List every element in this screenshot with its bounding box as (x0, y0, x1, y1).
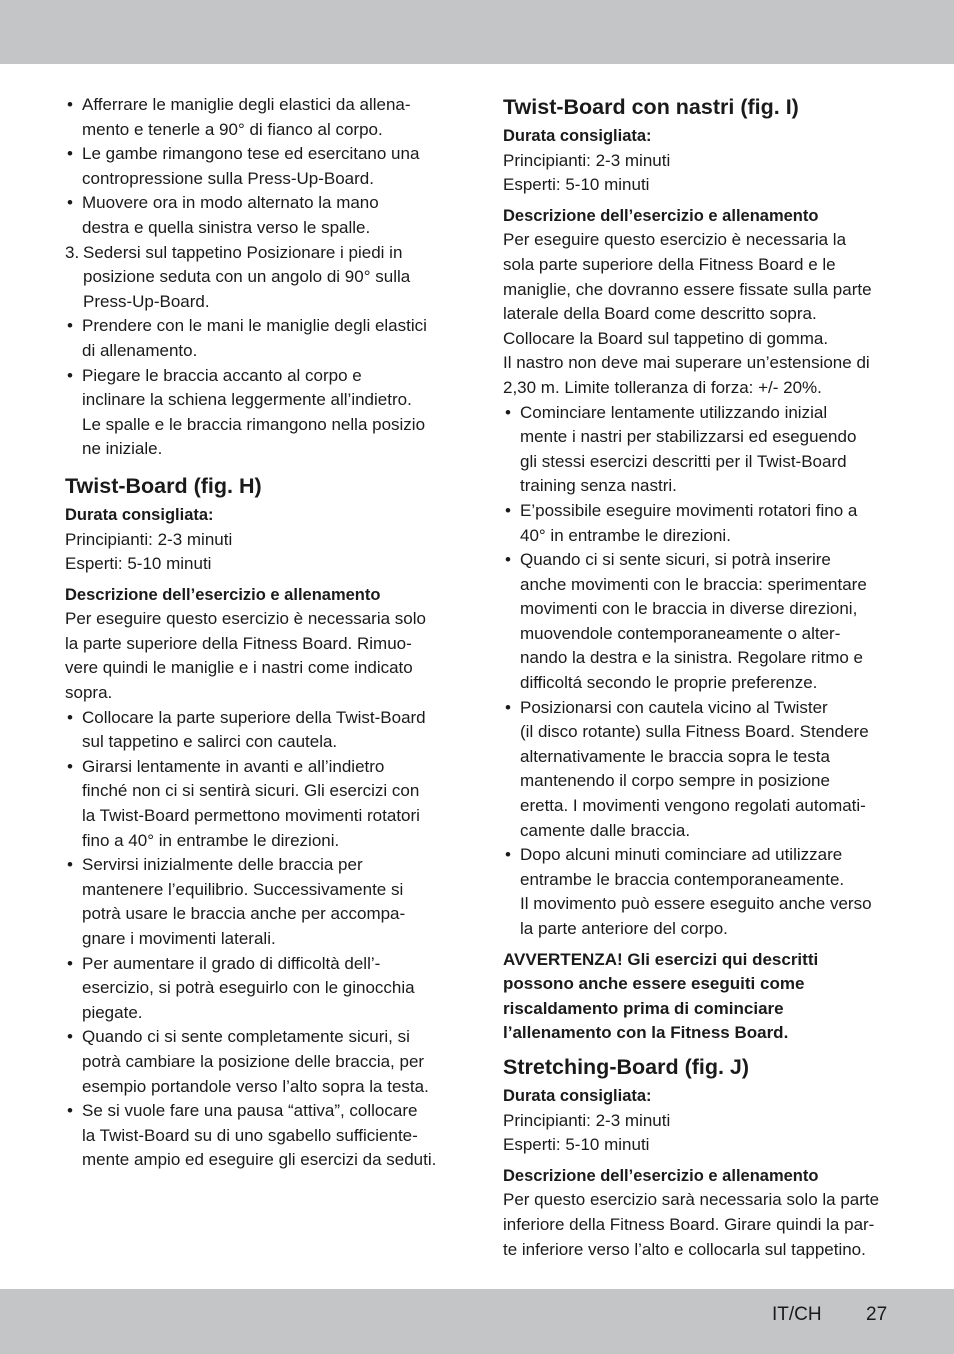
text-line: entrambe le braccia contemporaneamente. (520, 869, 845, 889)
text-line: gli stessi esercizi descritti per il Twist-Board (520, 451, 847, 471)
text-line: Per questo esercizio sarà necessaria solo la parte (503, 1190, 880, 1210)
step-3 (65, 241, 455, 315)
text-line: nando la destra e la sinistra. Regolare ritmo e (520, 648, 864, 668)
text-line: Quando ci si sente completamente sicuri, si (82, 1027, 410, 1047)
step-number: 3. (65, 242, 80, 262)
experts-duration: Esperti: 5-10 minuti (503, 1135, 650, 1155)
text-line: potrà usare le braccia anche per accompa- (82, 904, 406, 924)
text-line: 40° in entrambe le direzioni. (520, 525, 731, 545)
list-item: • Quando ci si sente completamente sicuri, si potrà cambiare la posizione delle braccia, per esempio portandole verso l’alto sopra la testa. (65, 1025, 455, 1099)
list-item: • Cominciare lentamente utilizzando inizial mente i nastri per stabilizzarsi ed eseguendo gli stessi esercizi descritti per il Twist-Board training senza nastri. (503, 401, 895, 499)
text-line: movimenti con le braccia in diverse direzioni, (520, 599, 858, 619)
text-line: mento e tenerle a 90° di fianco al corpo. (82, 119, 383, 139)
text-line: E’possibile eseguire movimenti rotatori fino a (520, 500, 858, 520)
list-item: • Piegare le braccia accanto al corpo e inclinare la schiena leggermente all’indietro. Le spalle e le braccia rimangono nella posizio ne iniziale. (65, 364, 455, 462)
text-line: fino a 40° in entrambe le direzioni. (82, 830, 340, 850)
list-item: • Quando ci si sente sicuri, si potrà inserire anche movimenti con le braccia: sperimentare movimenti con le braccia in diverse direzioni, muovendole contemporaneamente o alter- nando la destra e la sinistra. Regolare ritmo e difficoltá secondo le proprie preferenze. (503, 548, 895, 696)
text-line: Piegare le braccia accanto al corpo e (82, 365, 362, 385)
section-title-twist-board: Twist-Board (fig. H) (65, 473, 262, 498)
beginners-duration: Principianti: 2-3 minuti (503, 1110, 671, 1130)
text-line: ne iniziale. (82, 439, 163, 459)
list-item: • Servirsi inizialmente delle braccia per mantenere l’equilibrio. Successivamente si potrà usare le braccia anche per accompa- gnare i movimenti laterali. (65, 853, 455, 951)
duration-label: Durata consigliata: (65, 505, 214, 524)
text-line: riscaldamento prima di cominciare (503, 998, 784, 1018)
beginners-duration: Principianti: 2-3 minuti (65, 529, 233, 549)
text-line: Collocare la Board sul tappetino di gomma. (503, 328, 829, 348)
list-item: • Dopo alcuni minuti cominciare ad utilizzare entrambe le braccia contemporaneamente. Il movimento può essere eseguito anche verso la parte anteriore del corpo. (503, 843, 895, 941)
text-line: camente dalle braccia. (520, 820, 691, 840)
description-label: Descrizione dell’esercizio e allenamento (503, 206, 819, 225)
list-item: • Girarsi lentamente in avanti e all’indietro finché non ci si sentirà sicuri. Gli esercizi con la Twist-Board permettono movimenti rotatori fino a 40° in entrambe le direzioni. (65, 755, 455, 853)
text-line: contropressione sulla Press-Up-Board. (82, 168, 374, 188)
text-line: mantenere l’equilibrio. Successivamente si (82, 879, 404, 899)
text-line: (il disco rotante) sulla Fitness Board. Stendere (520, 722, 869, 742)
text-line: muovendole contemporaneamente o alter- (520, 623, 841, 643)
description-text (65, 607, 455, 705)
text-line: AVVERTENZA! Gli esercizi qui descritti (503, 949, 819, 969)
text-line: Le gambe rimangono tese ed esercitano una (82, 144, 420, 164)
text-line: inferiore della Fitness Board. Girare quindi la par- (503, 1214, 875, 1234)
text-line: Collocare la parte superiore della Twist-Board (82, 707, 426, 727)
text-line: anche movimenti con le braccia: sperimentare (520, 574, 867, 594)
right-column (503, 93, 895, 1262)
text-line: Girarsi lentamente in avanti e all’indietro (82, 756, 385, 776)
text-line: te inferiore verso l’alto e collocarla sul tappetino. (503, 1239, 866, 1259)
text-line: posizione seduta con un angolo di 90° sulla (83, 267, 411, 287)
text-line: finché non ci si sentirà sicuri. Gli esercizi con (82, 781, 420, 801)
text-line: la parte superiore della Fitness Board. Rimuo- (65, 633, 412, 653)
section-title-twist-board-ribbons: Twist-Board con nastri (fig. I) (503, 95, 799, 119)
text-line: laterale della Board come descritto sopra. (503, 304, 817, 324)
text-line: Sedersi sul tappetino Posizionare i piedi in (83, 242, 403, 262)
text-line: sopra. (65, 683, 113, 703)
warning-note (503, 948, 895, 1046)
list-item: • Posizionarsi con cautela vicino al Twister (il disco rotante) sulla Fitness Board. Stendere alternativamente le braccia sopra le testa mantenendo il corpo sempre in posizione eretta. I movimenti vengono regolati automati- camente dalle braccia. (503, 696, 895, 844)
text-line: sul tappetino e salirci con cautela. (82, 732, 338, 752)
text-line: gnare i movimenti laterali. (82, 929, 276, 948)
footer-language-code: IT/CH (772, 1304, 822, 1325)
text-line: Press-Up-Board. (83, 291, 210, 311)
list-item: • E’possibile eseguire movimenti rotatori fino a 40° in entrambe le direzioni. (503, 499, 895, 548)
list-item: • Afferrare le maniglie degli elastici da allena- mento e tenerle a 90° di fianco al corpo. (65, 93, 455, 142)
step3-bullet-list (65, 314, 455, 462)
experts-duration: Esperti: 5-10 minuti (503, 175, 650, 195)
text-line: 2,30 m. Limite tolleranza di forza: +/- 20%. (503, 377, 822, 397)
text-line: Il movimento può essere eseguito anche verso (520, 894, 872, 914)
text-line: training senza nastri. (520, 476, 677, 496)
description-text (503, 228, 895, 400)
text-line: Il nastro non deve mai superare un’estensione di (503, 353, 870, 373)
text-line: Quando ci si sente sicuri, si potrà inserire (520, 550, 831, 570)
description-label: Descrizione dell’esercizio e allenamento (503, 1166, 819, 1185)
text-line: potrà cambiare la posizione delle braccia, per (82, 1051, 425, 1071)
text-line: esercizio, si potrà eseguirlo con le ginocchia (82, 978, 415, 998)
description-label: Descrizione dell’esercizio e allenamento (65, 585, 381, 604)
text-line: mantenendo il corpo sempre in posizione (520, 771, 830, 791)
list-item: • Le gambe rimangono tese ed esercitano una contropressione sulla Press-Up-Board. (65, 142, 455, 191)
header-bar (0, 0, 954, 64)
text-line: Prendere con le mani le maniglie degli elastici (82, 316, 427, 336)
text-line: l’allenamento con la Fitness Board. (503, 1023, 789, 1043)
text-line: la Twist-Board su di uno sgabello sufficiente- (82, 1125, 418, 1145)
text-line: Afferrare le maniglie degli elastici da allena- (82, 95, 411, 114)
text-line: Cominciare lentamente utilizzando inizial (520, 402, 828, 422)
text-line: mente ampio ed eseguire gli esercizi da seduti. (82, 1150, 437, 1170)
intro-bullet-list (65, 93, 455, 241)
text-line: Muovere ora in modo alternato la mano (82, 193, 379, 213)
text-line: sola parte superiore della Fitness Board e le (503, 254, 836, 274)
list-item: • Per aumentare il grado di difficoltà dell’- esercizio, si potrà eseguirlo con le ginocchia piegate. (65, 952, 455, 1026)
list-item: • Se si vuole fare una pausa “attiva”, collocare la Twist-Board su di uno sgabello sufficiente- mente ampio ed eseguire gli esercizi da seduti. (65, 1099, 455, 1173)
text-line: piegate. (82, 1002, 143, 1022)
left-column (65, 93, 455, 1173)
text-line: la parte anteriore del corpo. (520, 919, 728, 938)
text-line: eretta. I movimenti vengono regolati automati- (520, 796, 866, 816)
text-line: Le spalle e le braccia rimangono nella posizio (82, 414, 426, 434)
twist-ribbons-bullet-list (503, 401, 895, 942)
text-line: mente i nastri per stabilizzarsi ed eseguendo (520, 427, 857, 447)
list-item: • Muovere ora in modo alternato la mano destra e quella sinistra verso le spalle. (65, 191, 455, 240)
text-line: difficoltá secondo le proprie preferenze. (520, 673, 818, 693)
text-line: maniglie, che dovranno essere fissate sulla parte (503, 279, 872, 299)
text-line: inclinare la schiena leggermente all’indietro. (82, 390, 412, 410)
text-line: possono anche essere eseguiti come (503, 974, 805, 994)
text-line: Per eseguire questo esercizio è necessaria solo (65, 609, 426, 629)
text-line: alternativamente le braccia sopra le testa (520, 746, 830, 766)
text-line: Per eseguire questo esercizio è necessaria la (503, 230, 847, 250)
description-text (503, 1188, 895, 1262)
page-number: 27 (866, 1304, 888, 1325)
duration-label: Durata consigliata: (503, 127, 652, 145)
text-line: la Twist-Board permettono movimenti rotatori (82, 806, 420, 826)
text-line: esempio portandole verso l’alto sopra la testa. (82, 1076, 429, 1096)
list-item: • Collocare la parte superiore della Twist-Board sul tappetino e salirci con cautela. (65, 706, 455, 755)
text-line: Se si vuole fare una pausa “attiva”, collocare (82, 1101, 418, 1121)
duration-label: Durata consigliata: (503, 1086, 652, 1105)
text-line: vere quindi le maniglie e i nastri come indicato (65, 658, 413, 678)
beginners-duration: Principianti: 2-3 minuti (503, 150, 671, 170)
text-line: Dopo alcuni minuti cominciare ad utilizzare (520, 845, 843, 865)
text-line: Posizionarsi con cautela vicino al Twister (520, 697, 828, 717)
section-title-stretching-board: Stretching-Board (fig. J) (503, 1054, 750, 1079)
text-line: destra e quella sinistra verso le spalle. (82, 217, 371, 237)
experts-duration: Esperti: 5-10 minuti (65, 554, 212, 574)
twist-board-bullet-list (65, 706, 455, 1173)
text-line: Servirsi inizialmente delle braccia per (82, 855, 363, 875)
text-line: di allenamento. (82, 340, 198, 360)
list-item: • Prendere con le mani le maniglie degli elastici di allenamento. (65, 314, 455, 363)
text-line: Per aumentare il grado di difficoltà dell’- (82, 953, 381, 973)
